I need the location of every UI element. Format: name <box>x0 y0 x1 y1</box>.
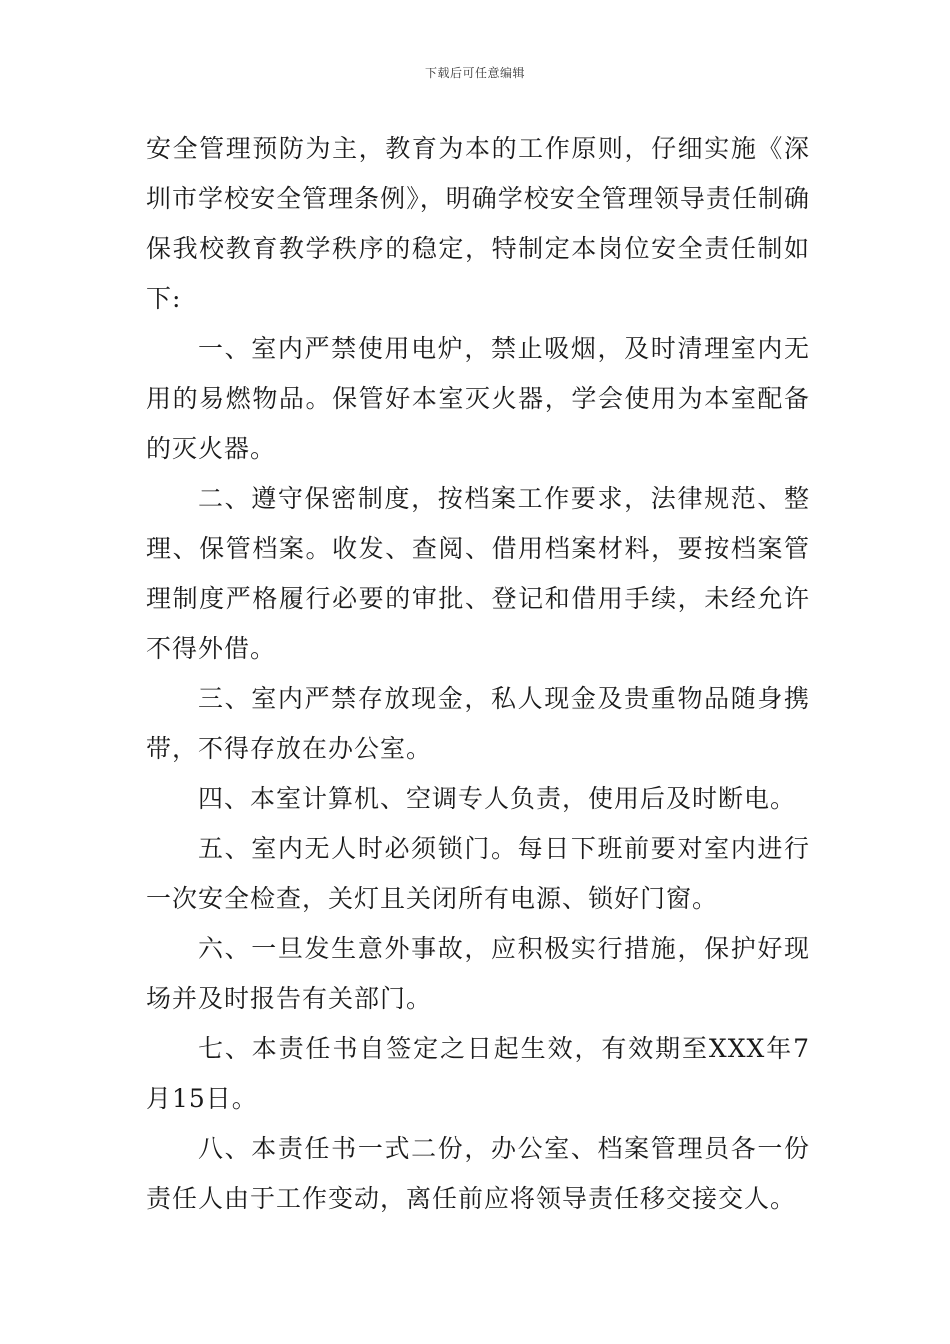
paragraph-item-1: 一、室内严禁使用电炉，禁止吸烟，及时清理室内无用的易燃物品。保管好本室灭火器，学会使用为本室配备的灭火器。 <box>146 334 810 463</box>
paragraph-item-5: 五、室内无人时必须锁门。每日下班前要对室内进行一次安全检查，关灯且关闭所有电源、锁好门窗。 <box>146 834 810 913</box>
document-body <box>146 124 810 1224</box>
page-header: 下载后可任意编辑 <box>424 66 525 80</box>
paragraph-intro: 安全管理预防为主，教育为本的工作原则，仔细实施《深圳市学校安全管理条例》，明确学校安全管理领导责任制确保我校教育教学秩序的稳定，特制定本岗位安全责任制如下: <box>146 134 810 313</box>
paragraph-item-4: 四、本室计算机、空调专人负责，使用后及时断电。 <box>198 784 797 813</box>
paragraph-item-8: 八、本责任书一式二份，办公室、档案管理员各一份责任人由于工作变动，离任前应将领导责任移交接交人。 <box>146 1134 810 1213</box>
paragraph-item-3: 三、室内严禁存放现金，私人现金及贵重物品随身携带，不得存放在办公室。 <box>146 684 810 763</box>
paragraph-item-7: 七、本责任书自签定之日起生效，有效期至XXX年7月15日。 <box>146 1034 810 1113</box>
paragraph-item-2: 二、遵守保密制度，按档案工作要求，法律规范、整理、保管档案。收发、查阅、借用档案材料，要按档案管理制度严格履行必要的审批、登记和借用手续，未经允许不得外借。 <box>146 484 810 663</box>
paragraph-item-6: 六、一旦发生意外事故，应积极实行措施，保护好现场并及时报告有关部门。 <box>146 934 810 1013</box>
